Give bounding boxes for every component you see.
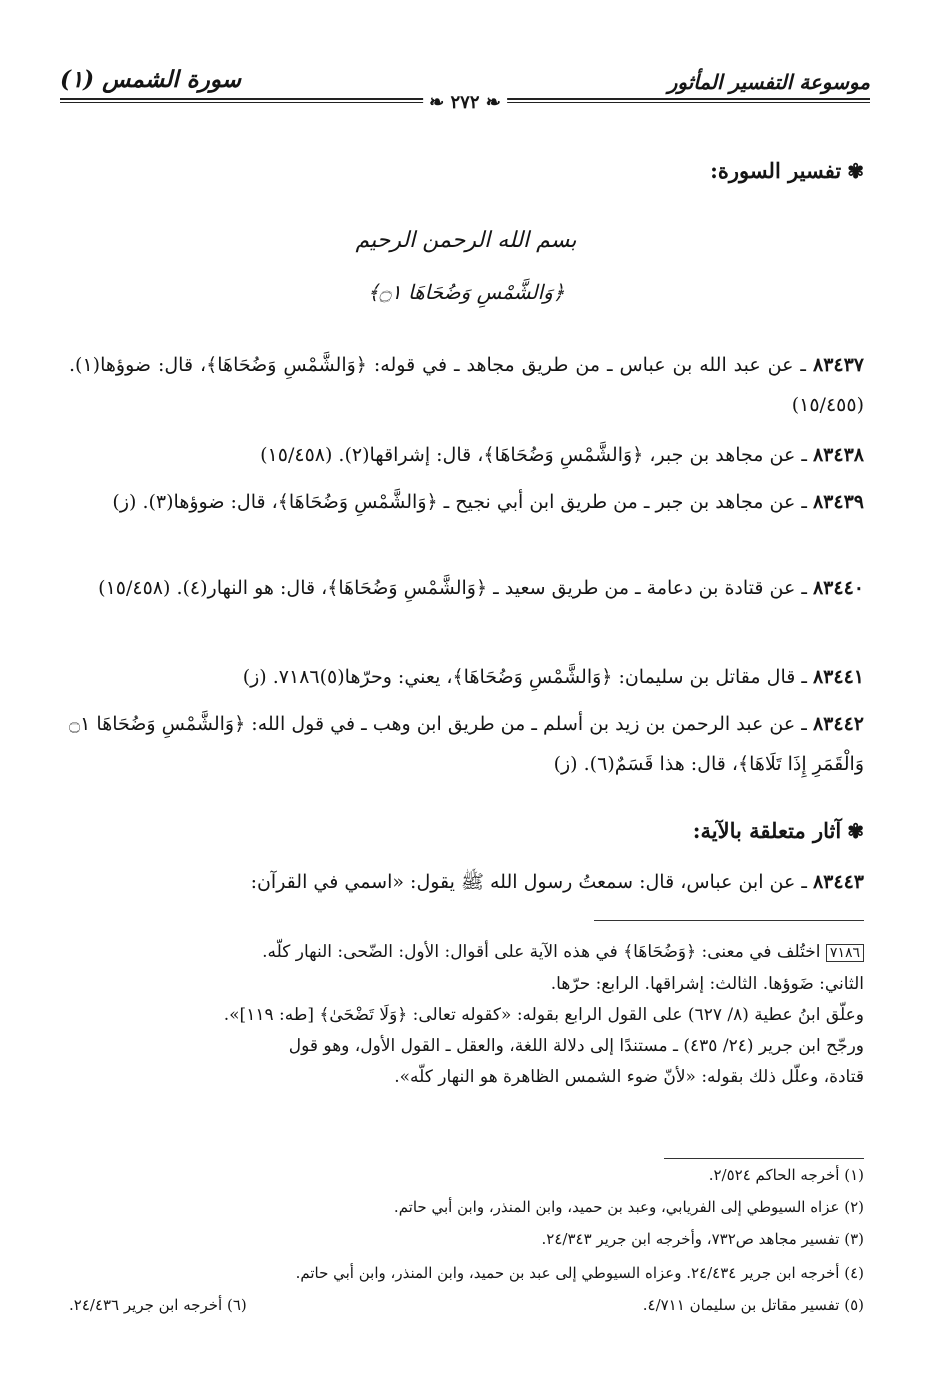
footnote-text: (٦) أخرجه ابن جرير ٢٤/٤٣٦. bbox=[69, 1296, 247, 1314]
entry-text: ـ قال مقاتل بن سليمان: ﴿وَالشَّمْسِ وَضُحَاهَا﴾، يعني: وحرّها(٥)٧١٨٦. (ز) bbox=[242, 666, 807, 688]
entry-text: ـ عن قتادة بن دعامة ـ من طريق سعيد ـ ﴿وَالشَّمْسِ وَضُحَاهَا﴾، قال: هو النهار(٤). (١٥/٤٥٨) bbox=[98, 577, 807, 599]
entry bbox=[69, 482, 864, 522]
entry bbox=[69, 345, 864, 425]
note-line: وعلّق ابنُ عطية (٨/ ٦٢٧) على القول الرابع بقوله: «كقوله تعالى: ﴿وَلَا تَضْحَىٰ﴾ [طه: ١١٩]». bbox=[223, 1005, 864, 1025]
note-separator bbox=[594, 920, 864, 921]
note-box-number: ٧١٨٦ bbox=[826, 944, 864, 962]
page-number: ❧ ٢٧٢ ❧ bbox=[423, 92, 507, 113]
entry bbox=[69, 435, 864, 475]
page-header bbox=[60, 58, 870, 114]
entry-text: ـ عن ابن عباس، قال: سمعتُ رسول الله ﷺ يقول: «اسمي في القرآن: bbox=[250, 871, 807, 893]
footnote: (٣) تفسير مجاهد ص٧٣٢، وأخرجه ابن جرير ٢٤/٣٤٣. bbox=[541, 1230, 864, 1248]
entry-number: ٨٣٤٤١ bbox=[812, 666, 864, 688]
footnote: (٢) عزاه السيوطي إلى الفريابي، وعبد بن حميد، وابن المنذر، وابن أبي حاتم. bbox=[393, 1198, 864, 1216]
section-title-text: آثار متعلقة بالآية: bbox=[692, 818, 842, 843]
entry-number: ٨٣٤٣٨ bbox=[812, 444, 864, 466]
footnote bbox=[69, 1296, 864, 1314]
entry-text: ـ عن مجاهد بن جبر، ﴿وَالشَّمْسِ وَضُحَاهَا﴾، قال: إشراقها(٢). (١٥/٤٥٨) bbox=[260, 444, 807, 466]
surah-name: سورة الشمس (١) bbox=[60, 66, 241, 93]
book-title: موسوعة التفسير المأثور bbox=[667, 70, 870, 94]
flower-ornament-icon: ✾ bbox=[847, 819, 864, 843]
section-title-athar bbox=[693, 818, 864, 843]
note-line: الثاني: ضَوؤها. الثالث: إشراقها. الرابع: حرّها. bbox=[550, 974, 864, 994]
basmala: بسم الله الرحمن الرحيم bbox=[355, 228, 577, 253]
flower-ornament-icon: ✾ bbox=[847, 159, 864, 183]
footnote-text: (٥) تفسير مقاتل بن سليمان ٤/٧١١. bbox=[642, 1296, 864, 1314]
footnote: (٤) أخرجه ابن جرير ٢٤/٤٣٤. وعزاه السيوطي إلى عبد بن حميد، وابن المنذر، وابن أبي حاتم. bbox=[295, 1264, 864, 1282]
note-line: ورجّح ابن جرير (٢٤/ ٤٣٥) ـ مستندًا إلى دلالة اللغة، والعقل ـ القول الأول، وهو قول bbox=[288, 1036, 864, 1056]
entry-number: ٨٣٤٤٣ bbox=[812, 871, 864, 893]
entry bbox=[69, 704, 864, 784]
section-title-tafsir bbox=[710, 158, 864, 183]
scholarly-note bbox=[69, 937, 864, 1093]
entry-text: ـ عن مجاهد بن جبر ـ من طريق ابن أبي نجيح ـ ﴿وَالشَّمْسِ وَضُحَاهَا﴾، قال: ضوؤها(٣). (ز) bbox=[112, 491, 807, 513]
entry-number: ٨٣٤٣٩ bbox=[812, 491, 864, 513]
footnote: (١) أخرجه الحاكم ٢/٥٢٤. bbox=[708, 1166, 864, 1184]
verse-heading: ﴿وَالشَّمْسِ وَضُحَاهَا ۝١﴾ bbox=[367, 280, 565, 304]
entry bbox=[69, 862, 864, 902]
section-title-text: تفسير السورة: bbox=[710, 158, 842, 183]
page-number-text: ٢٧٢ bbox=[450, 92, 480, 113]
entry bbox=[69, 657, 864, 697]
note-line: قتادة، وعلّل ذلك بقوله: «لأنّ ضوء الشمس الظاهرة هو النهار كلّه». bbox=[394, 1067, 864, 1087]
entry-number: ٨٣٤٤٢ bbox=[812, 713, 864, 735]
entry-number: ٨٣٤٤٠ bbox=[812, 577, 864, 599]
note-line-text: اختُلف في معنى: ﴿وَضُحَاهَا﴾ في هذه الآية على أقوال: الأول: الضّحى: النهار كلّه. bbox=[262, 942, 821, 962]
note-line bbox=[69, 937, 864, 969]
entry-text: ـ عن عبد الرحمن بن زيد بن أسلم ـ من طريق ابن وهب ـ في قول الله: ﴿وَالشَّمْسِ وَضُحَاهَا ۝١ وَالْقَمَرِ إِذَا تَلَاهَا﴾، قال: هذا قَسَمٌ(٦). (ز) bbox=[69, 713, 864, 775]
entry-text: ـ عن عبد الله بن عباس ـ من طريق مجاهد ـ في قوله: ﴿وَالشَّمْسِ وَضُحَاهَا﴾، قال: ضوؤها(١). (١٥/٤٥٥) bbox=[69, 354, 864, 416]
footnote-separator bbox=[664, 1158, 864, 1159]
entry bbox=[69, 568, 864, 608]
entry-number: ٨٣٤٣٧ bbox=[812, 354, 865, 376]
